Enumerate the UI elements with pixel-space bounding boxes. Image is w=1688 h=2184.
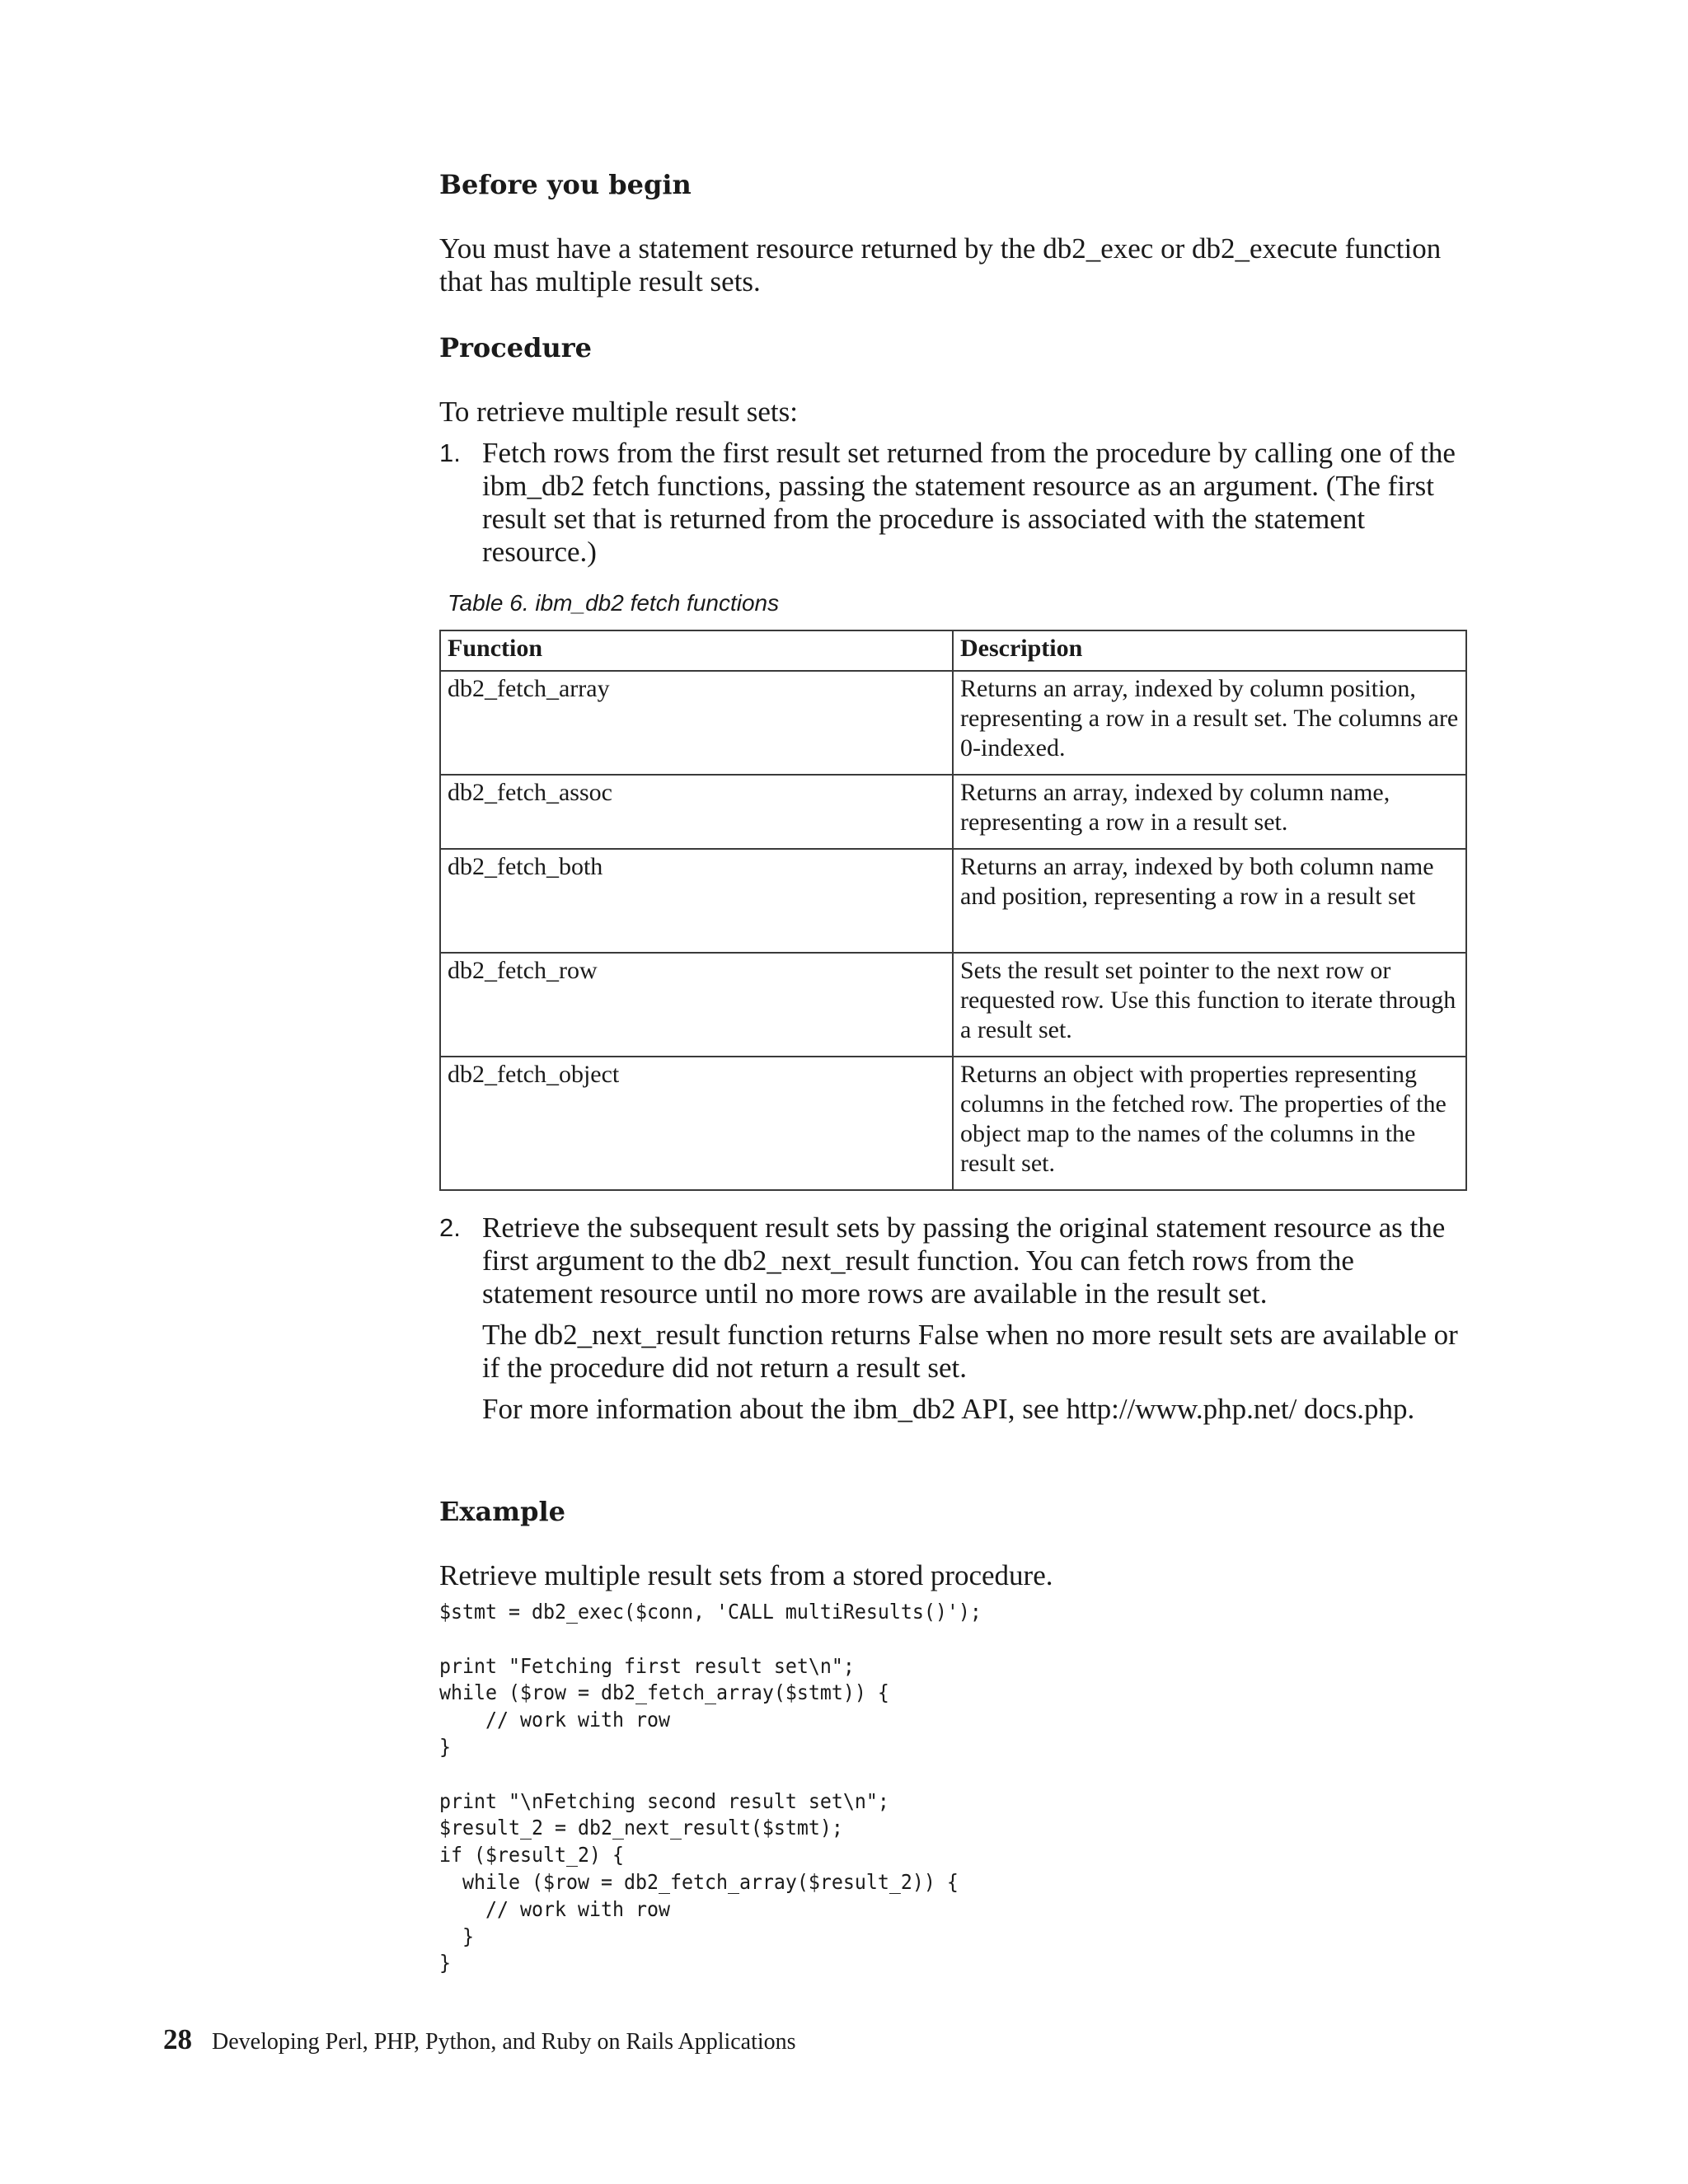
table-caption: Table 6. ibm_db2 fetch functions xyxy=(448,590,780,616)
code-example: $stmt = db2_exec($conn, 'CALL multiResults()'); print "Fetching first result set\n"; while ($row = db2_fetch_array($stmt)) { // work with row } print "\nFetching second result set\n"; $result_2 = db2_next_result($stmt); if ($result_2) { while ($row = db2_fetch_array($result_2)) { // work with row } } xyxy=(439,1600,982,1975)
column-header-description: Description xyxy=(953,630,1466,671)
description-cell: Returns an array, indexed by column name, representing a row in a result set. xyxy=(953,775,1466,849)
before-you-begin-heading: Before you begin xyxy=(439,169,692,200)
table-row xyxy=(440,953,1466,1057)
description-cell: Returns an object with properties representing columns in the fetched row. The properties of the object map to the names of the columns in the result set. xyxy=(953,1057,1466,1190)
function-cell: db2_fetch_row xyxy=(440,953,953,1057)
table-row xyxy=(440,775,1466,849)
step-body xyxy=(482,1212,1465,1434)
description-cell: Returns an array, indexed by column position, representing a row in a result set. The columns are 0-indexed. xyxy=(953,671,1466,775)
book-title: Developing Perl, PHP, Python, and Ruby on Rails Applications xyxy=(212,2029,796,2055)
function-cell: db2_fetch_both xyxy=(440,849,953,953)
function-cell: db2_fetch_assoc xyxy=(440,775,953,849)
example-heading: Example xyxy=(439,1496,565,1527)
step-number: 2. xyxy=(439,1213,461,1242)
function-cell: db2_fetch_object xyxy=(440,1057,953,1190)
table-row xyxy=(440,849,1466,953)
step-body xyxy=(482,437,1465,577)
function-cell: db2_fetch_array xyxy=(440,671,953,775)
page-number: 28 xyxy=(163,2023,192,2055)
table-row xyxy=(440,1057,1466,1190)
procedure-intro: To retrieve multiple result sets: xyxy=(439,396,798,428)
step-paragraph: Fetch rows from the first result set returned from the procedure by calling one of the ibm_db2 fetch functions, passing the statement resource as an argument. (The first result set that is returned from the procedure is associated with the statement resource.) xyxy=(482,437,1456,568)
description-cell: Sets the result set pointer to the next row or requested row. Use this function to iterate through a result set. xyxy=(953,953,1466,1057)
description-cell: Returns an array, indexed by both column name and position, representing a row in a result set xyxy=(953,849,1466,953)
table-row xyxy=(440,671,1466,775)
before-you-begin-text: You must have a statement resource returned by the db2_exec or db2_execute function that has multiple result sets. xyxy=(439,232,1442,298)
page-footer xyxy=(163,2023,796,2056)
example-description: Retrieve multiple result sets from a stored procedure. xyxy=(439,1559,1053,1591)
step-paragraph: The db2_next_result function returns False when no more result sets are available or if the procedure did not return a result set. xyxy=(482,1319,1458,1384)
table-header-row xyxy=(440,630,1466,671)
procedure-heading: Procedure xyxy=(439,332,592,363)
fetch-functions-table xyxy=(439,630,1467,1191)
column-header-function: Function xyxy=(440,630,953,671)
step-number: 1. xyxy=(439,438,461,467)
step-paragraph: Retrieve the subsequent result sets by passing the original statement resource as the first argument to the db2_next_result function. You can fetch rows from the statement resource until no more rows are available in the result set. xyxy=(482,1212,1446,1310)
step-paragraph: For more information about the ibm_db2 API, see http://www.php.net/ docs.php. xyxy=(482,1393,1415,1425)
